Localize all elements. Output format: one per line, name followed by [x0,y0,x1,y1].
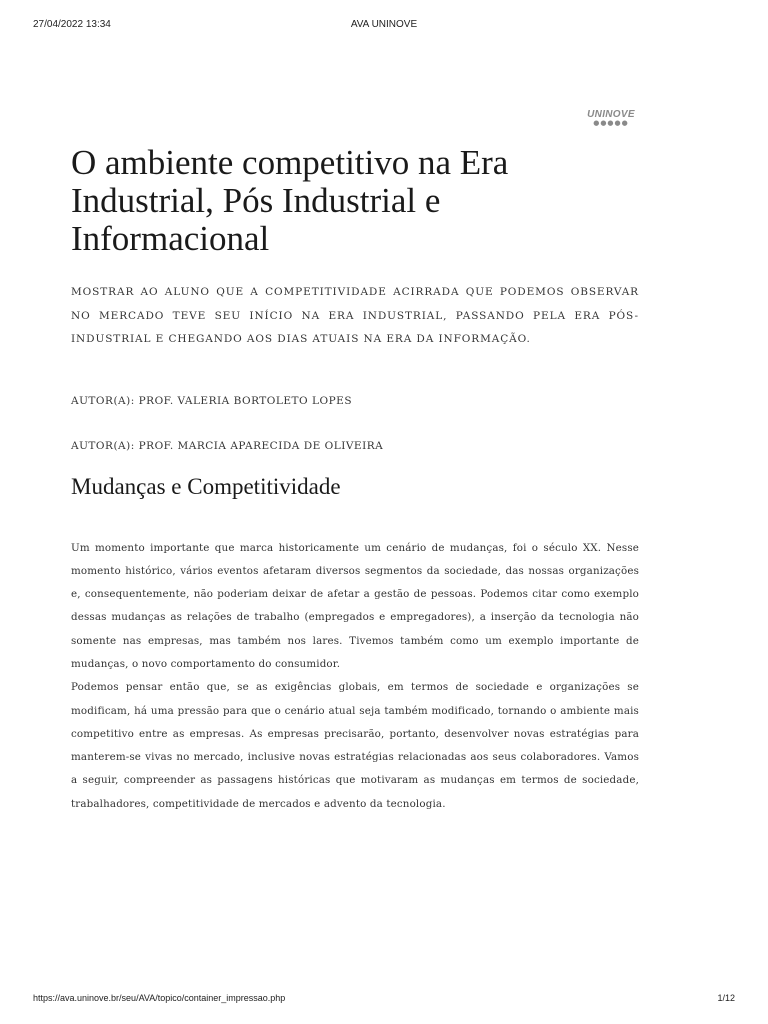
author-line: AUTOR(A): PROF. MARCIA APARECIDA DE OLIVEIRA [71,439,384,452]
author-line: AUTOR(A): PROF. VALERIA BORTOLETO LOPES [71,394,353,407]
body-paragraph: Podemos pensar então que, se as exigências globais, em termos de sociedade e organizações se modificam, há uma pressão para que o cenário atual seja também modificado, tornando o ambiente mais competitivo entre as empresas. As empresas precisarão, portanto, desenvolver novas estratégias para manterem-se vivas no mercado, inclusive novas estratégias relacionadas aos seus colaboradores. Vamos a seguir, compreender as passagens históricas que motivaram as mudanças em termos de sociedade, trabalhadores, competitividade de mercados e advento da tecnologia. [71,681,639,810]
print-header [33,19,735,33]
print-site-title: AVA UNINOVE [350,19,418,30]
article-subtitle: MOSTRAR AO ALUNO QUE A COMPETITIVIDADE ACIRRADA QUE PODEMOS OBSERVAR NO MERCADO TEVE SEU INÍCIO NA ERA INDUSTRIAL, PASSANDO PELA ERA PÓS-INDUSTRIAL E CHEGANDO AOS DIAS ATUAIS NA ERA DA INFORMAÇÃO. [71,286,639,345]
section-heading: Mudanças e Competitividade [71,473,341,499]
uninove-logo [580,109,642,126]
article-body [71,537,639,817]
page-indicator: 1/12 [717,993,735,1003]
logo-dots-icon: ●●●●● [593,119,629,127]
print-url-link[interactable]: https://ava.uninove.br/seu/AVA/topico/container_impressao.php [33,993,286,1003]
article-content [71,144,639,816]
body-paragraph: Um momento importante que marca historicamente um cenário de mudanças, foi o século XX. Nesse momento histórico, vários eventos afetaram diversos segmentos da sociedade, das nossas organizações e, consequentemente, não poderiam deixar de afetar a gestão de pessoas. Podemos citar como exemplo dessas mudanças as relações de trabalho (empregados e empregadores), a inserção da tecnologia não somente nas empresas, mas também nos lares. Tivemos também como um exemplo importante de mudanças, o novo comportamento do consumidor. [71,541,639,670]
article-title: O ambiente competitivo na Era Industrial, Pós Industrial e Informacional [71,143,509,258]
logo-text: UNINOVE [587,109,635,120]
print-footer [33,993,735,1007]
print-datetime: 27/04/2022 13:34 [33,19,111,30]
